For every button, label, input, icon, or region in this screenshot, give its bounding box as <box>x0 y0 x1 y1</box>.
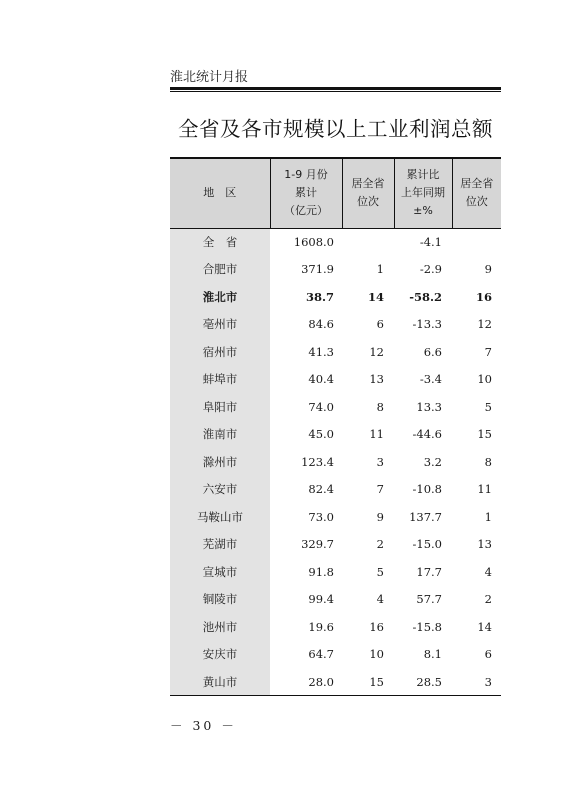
profit-cell: 99.4 <box>308 592 334 607</box>
header-line: （亿元） <box>284 204 328 218</box>
table-row <box>170 586 501 614</box>
page-number: － 30 － <box>170 718 237 733</box>
profit-cell: 73.0 <box>308 509 334 524</box>
profit-rank-cell: 3 <box>376 454 384 469</box>
profit-cell: 123.4 <box>301 454 334 469</box>
growth-cell: -58.2 <box>409 289 442 304</box>
header-line: ±% <box>413 204 433 218</box>
growth-cell: -10.8 <box>412 482 442 497</box>
region-cell: 亳州市 <box>170 311 270 339</box>
profit-cell: 329.7 <box>301 537 334 552</box>
profit-rank-cell: 14 <box>367 289 384 304</box>
profit-cell: 38.7 <box>305 289 334 304</box>
header-line: 累计 <box>295 186 317 200</box>
growth-cell: -3.4 <box>419 372 442 387</box>
growth-rank-cell: 16 <box>475 289 492 304</box>
profit-rank-cell: 7 <box>376 482 384 497</box>
table-row <box>170 393 501 421</box>
table-header-row <box>170 158 501 228</box>
table-row <box>170 503 501 531</box>
header-line: 上年同期 <box>401 186 445 200</box>
growth-cell: -2.9 <box>419 262 442 277</box>
profit-cell: 41.3 <box>308 344 334 359</box>
profit-cell: 45.0 <box>308 427 334 442</box>
header-line: 地 区 <box>203 186 237 200</box>
region-cell: 全 省 <box>170 228 270 256</box>
header-region <box>170 158 270 228</box>
growth-rank-cell: 7 <box>484 344 492 359</box>
profit-rank-cell: 4 <box>376 592 384 607</box>
region-cell: 六安市 <box>170 476 270 504</box>
publication-header: 淮北统计月报 <box>170 70 249 85</box>
table-row <box>170 668 501 696</box>
growth-cell: 13.3 <box>416 399 442 414</box>
header-growth <box>394 158 452 228</box>
table-row <box>170 476 501 504</box>
growth-cell: -13.3 <box>412 317 442 332</box>
profit-rank-cell: 13 <box>369 372 384 387</box>
header-profit <box>270 158 342 228</box>
profit-rank-cell: 2 <box>376 537 384 552</box>
profit-rank-cell: 6 <box>376 317 384 332</box>
growth-cell: 17.7 <box>416 564 442 579</box>
region-cell: 宿州市 <box>170 338 270 366</box>
table-row <box>170 448 501 476</box>
region-cell: 安庆市 <box>170 641 270 669</box>
table-row <box>170 228 501 256</box>
header-line: 居全省 <box>460 177 494 191</box>
growth-cell: -4.1 <box>419 235 442 249</box>
profit-cell: 19.6 <box>308 619 334 634</box>
header-rule-thin <box>170 91 501 92</box>
growth-rank-cell: 8 <box>484 454 492 469</box>
region-cell: 淮南市 <box>170 421 270 449</box>
growth-cell: 137.7 <box>409 509 442 524</box>
growth-rank-cell: 1 <box>484 509 492 524</box>
growth-rank-cell: 9 <box>484 262 492 277</box>
table-row <box>170 613 501 641</box>
profit-rank-cell: 8 <box>376 399 384 414</box>
region-cell: 黄山市 <box>170 668 270 696</box>
profit-rank-cell: 9 <box>376 509 384 524</box>
table-row <box>170 311 501 339</box>
header-line: 居全省 <box>351 177 385 191</box>
growth-cell: 3.2 <box>423 454 442 469</box>
growth-rank-cell: 4 <box>484 564 492 579</box>
growth-rank-cell: 10 <box>477 372 492 387</box>
profit-rank-cell: 10 <box>369 647 384 662</box>
profit-cell: 40.4 <box>308 372 334 387</box>
header-rule-thick <box>170 87 501 90</box>
growth-rank-cell: 14 <box>477 619 492 634</box>
profit-rank-cell <box>342 228 394 256</box>
region-cell: 滁州市 <box>170 448 270 476</box>
table-row <box>170 641 501 669</box>
profit-cell: 84.6 <box>308 317 334 332</box>
profit-cell: 28.0 <box>270 668 342 696</box>
growth-rank-cell: 5 <box>484 399 492 414</box>
growth-rank-cell: 2 <box>484 592 492 607</box>
region-cell: 池州市 <box>170 613 270 641</box>
growth-rank-cell: 11 <box>477 482 492 497</box>
growth-rank-cell: 12 <box>477 317 492 332</box>
region-cell: 芜湖市 <box>170 531 270 559</box>
profit-rank-cell: 5 <box>376 564 384 579</box>
growth-rank-cell: 6 <box>484 647 492 662</box>
profit-cell: 91.8 <box>308 564 334 579</box>
header-profit-rank <box>342 158 394 228</box>
profit-rank-cell: 11 <box>369 427 384 442</box>
profit-rank-cell: 12 <box>369 344 384 359</box>
growth-rank-cell: 15 <box>477 427 492 442</box>
table-row <box>170 366 501 394</box>
region-cell: 马鞍山市 <box>170 503 270 531</box>
header-line: 累计比 <box>406 168 440 182</box>
profit-table <box>170 157 501 696</box>
growth-cell: 6.6 <box>423 344 442 359</box>
growth-cell: 57.7 <box>416 592 442 607</box>
page-title: 全省及各市规模以上工业利润总额 <box>178 117 493 141</box>
profit-rank-cell: 15 <box>342 668 394 696</box>
region-cell: 合肥市 <box>170 256 270 284</box>
profit-rank-cell: 1 <box>376 262 384 277</box>
growth-rank-cell: 3 <box>452 668 501 696</box>
growth-rank-cell: 13 <box>477 537 492 552</box>
growth-cell: -15.8 <box>412 619 442 634</box>
growth-cell: 8.1 <box>423 647 442 662</box>
table-row <box>170 531 501 559</box>
header-growth-rank <box>452 158 501 228</box>
region-cell: 阜阳市 <box>170 393 270 421</box>
header-line: 1-9 月份 <box>284 168 328 182</box>
profit-cell: 1608.0 <box>293 235 334 249</box>
growth-cell: -44.6 <box>412 427 442 442</box>
table-row <box>170 421 501 449</box>
header-line: 位次 <box>465 195 488 209</box>
profit-rank-cell: 16 <box>369 619 384 634</box>
region-cell: 宣城市 <box>170 558 270 586</box>
region-cell: 淮北市 <box>170 283 270 311</box>
growth-cell: 28.5 <box>394 668 452 696</box>
table-body <box>170 228 501 696</box>
profit-cell: 74.0 <box>308 399 334 414</box>
table-row <box>170 256 501 284</box>
table-row <box>170 558 501 586</box>
table-row <box>170 283 501 311</box>
region-cell: 铜陵市 <box>170 586 270 614</box>
profit-cell: 64.7 <box>308 647 334 662</box>
table-row <box>170 338 501 366</box>
profit-cell: 371.9 <box>301 262 334 277</box>
header-line: 位次 <box>357 195 379 209</box>
profit-cell: 82.4 <box>308 482 334 497</box>
growth-cell: -15.0 <box>412 537 442 552</box>
region-cell: 蚌埠市 <box>170 366 270 394</box>
growth-rank-cell <box>452 228 501 256</box>
